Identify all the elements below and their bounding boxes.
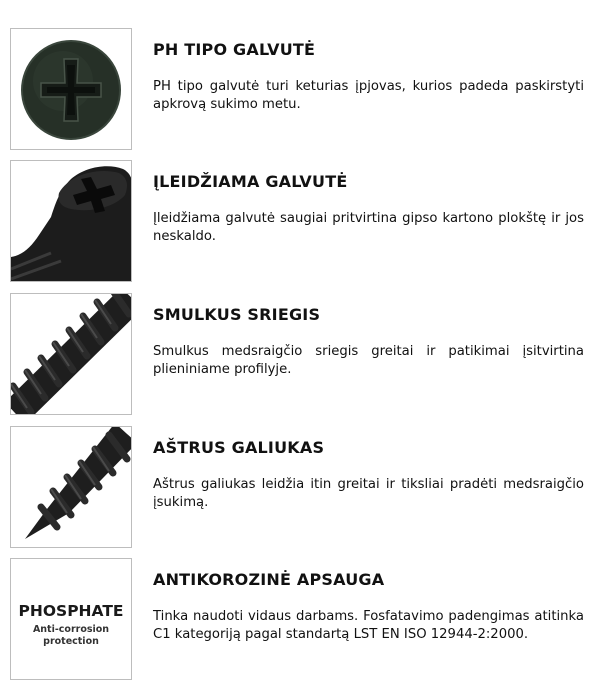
feature-title: SMULKUS SRIEGIS: [153, 305, 321, 324]
feature-sharp-tip: [0, 426, 600, 550]
screw-tip-icon: [11, 427, 131, 547]
feature-title: AŠTRUS GALIUKAS: [153, 438, 325, 457]
feature-description: Tinka naudoti vidaus darbams. Fosfatavimo padengimas atitinka C1 kategoriją pagal standartą LST EN ISO 12944-2:2000.: [153, 609, 584, 642]
feature-title: ĮLEIDŽIAMA GALVUTĖ: [153, 172, 348, 191]
phosphate-badge: [10, 558, 132, 680]
feature-title: PH TIPO GALVUTĖ: [153, 40, 316, 59]
badge-line-1: Anti-corrosion: [32, 624, 110, 635]
badge-word: PHOSPHATE: [18, 602, 124, 620]
sharp-tip-image: [10, 426, 132, 548]
feature-description: Aštrus galiukas leidžia itin greitai ir tiksliai pradėti medsraigčio įsukimą.: [153, 477, 584, 510]
ph-head-image: [10, 28, 132, 150]
feature-ph-head: [0, 28, 600, 152]
phosphate-badge-graphic: [11, 559, 131, 679]
feature-description: Smulkus medsraigčio sriegis greitai ir patikimai įsitvirtina plieniniame profilyje.: [153, 344, 584, 377]
feature-fine-thread: [0, 293, 600, 417]
feature-title: ANTIKOROZINĖ APSAUGA: [153, 570, 385, 589]
feature-description: PH tipo galvutė turi keturias įpjovas, kurios padeda paskirstyti apkrovą sukimo metu.: [153, 79, 584, 112]
screw-head-top-icon: [11, 29, 131, 149]
fine-thread-image: [10, 293, 132, 415]
feature-description: Įleidžiama galvutė saugiai pritvirtina gipso kartono plokštę ir jos neskaldo.: [153, 211, 584, 244]
screw-thread-icon: [11, 294, 131, 414]
feature-anti-corrosion: [0, 558, 600, 682]
screw-countersunk-icon: [11, 161, 131, 281]
badge-line-2: protection: [43, 636, 99, 647]
feature-countersunk-head: [0, 160, 600, 284]
countersunk-head-image: [10, 160, 132, 282]
